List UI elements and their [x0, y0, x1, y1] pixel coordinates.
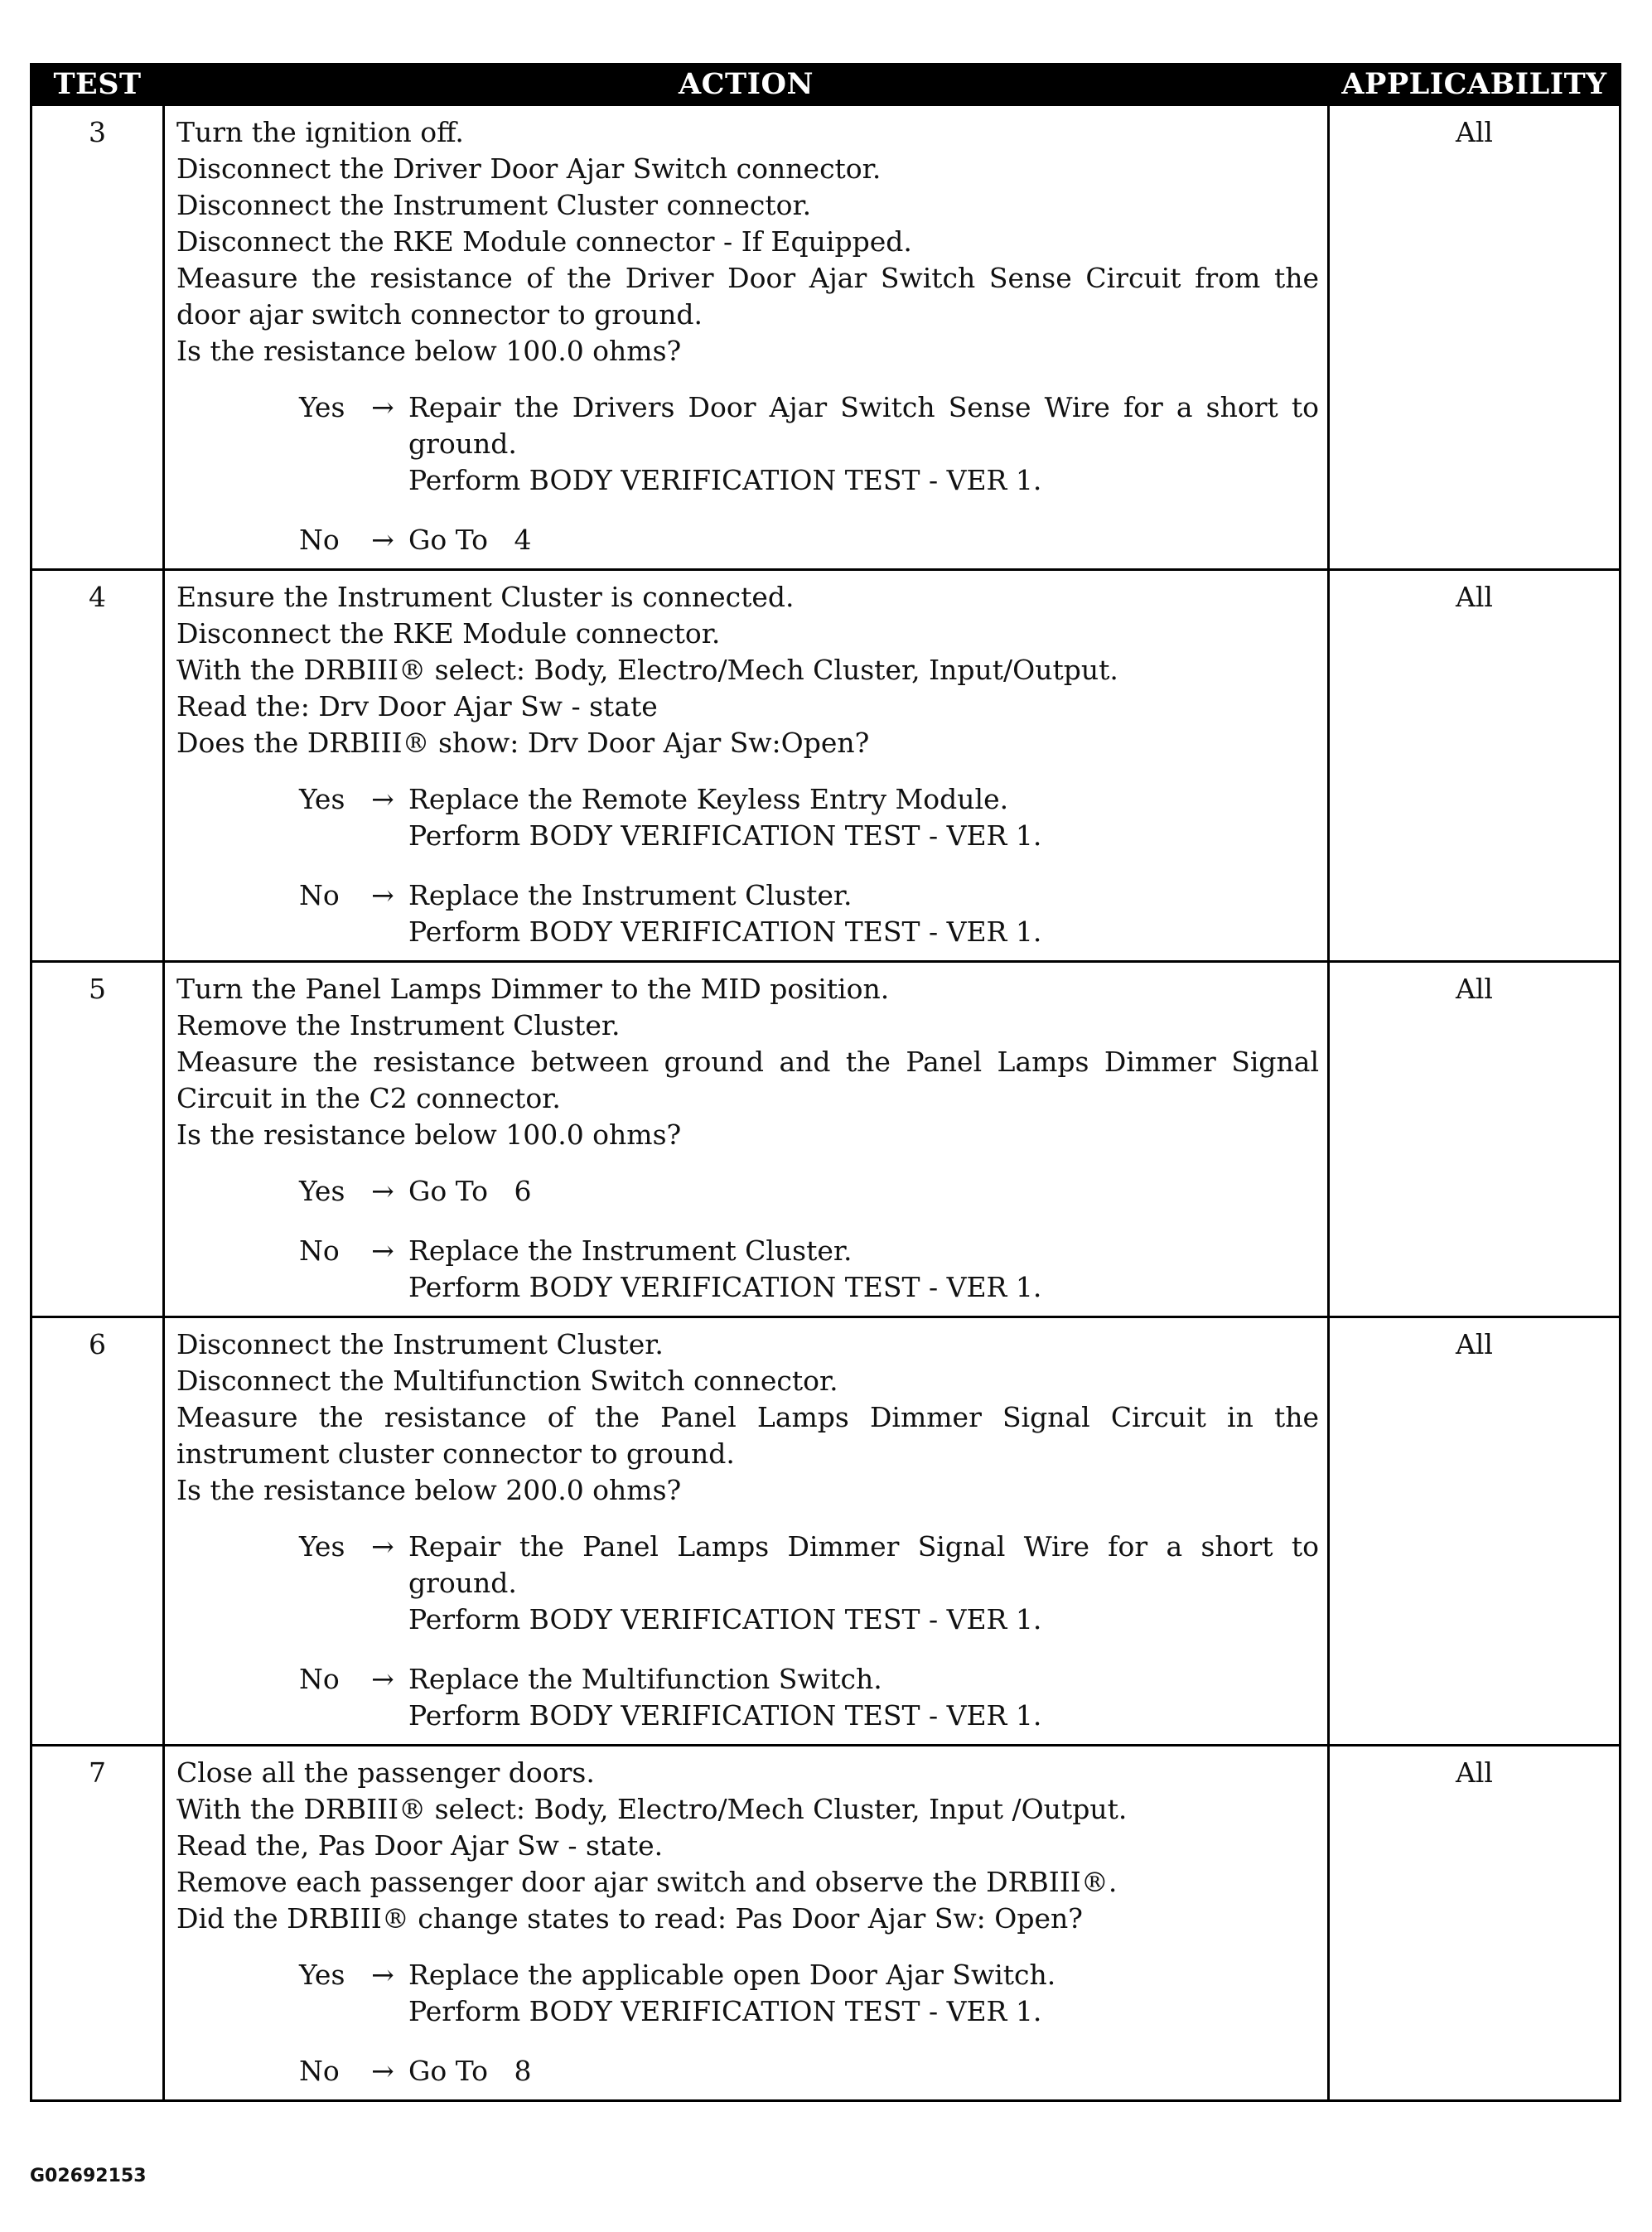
branch-yes	[299, 1957, 1319, 2030]
result-line: Replace the Instrument Cluster.	[408, 879, 853, 911]
action-step: Remove the Instrument Cluster.	[176, 1009, 621, 1041]
branch-result	[408, 1957, 1319, 2030]
result-line: Perform BODY VERIFICATION TEST - VER 1.	[408, 1271, 1042, 1303]
test-number: 6	[31, 1317, 164, 1746]
branch-yes	[299, 389, 1328, 499]
branch-no	[299, 522, 1319, 558]
arrow-right-icon: →	[371, 1959, 394, 1991]
header-test: TEST	[31, 65, 164, 105]
branch-result	[408, 2053, 1319, 2089]
branch-yes	[299, 1529, 1328, 1638]
action-step: Is the resistance below 200.0 ohms?	[176, 1474, 682, 1506]
branch-label: No	[299, 2055, 340, 2087]
branch-label: Yes	[299, 1959, 345, 1991]
branch-label: Yes	[299, 1530, 345, 1563]
table-row	[31, 105, 1621, 570]
result-line: Perform BODY VERIFICATION TEST - VER 1.	[408, 916, 1042, 948]
action-step: Disconnect the Instrument Cluster.	[176, 1328, 664, 1360]
branch-no	[299, 2053, 1319, 2089]
action-step: Is the resistance below 100.0 ohms?	[176, 1118, 682, 1151]
test-number: 4	[31, 570, 164, 962]
result-line: Repair the Panel Lamps Dimmer Signal Wire for a short to ground.	[408, 1530, 1328, 1599]
action-step: Disconnect the Driver Door Ajar Switch connector.	[176, 152, 882, 185]
branch-no	[299, 877, 1319, 950]
branch-yes	[299, 781, 1319, 854]
applicability-cell: All	[1329, 962, 1621, 1317]
test-number: 3	[31, 105, 164, 570]
result-line: Go To 4	[408, 524, 532, 556]
arrow-right-icon: →	[371, 524, 394, 556]
result-line: Perform BODY VERIFICATION TEST - VER 1.	[408, 1995, 1042, 2027]
test-number: 5	[31, 962, 164, 1317]
action-step: Measure the resistance of the Driver Door Ajar Switch Sense Circuit from the door ajar switch connector to ground.	[176, 262, 1319, 331]
branch-result	[408, 1233, 1319, 1306]
result-line: Replace the Multifunction Switch.	[408, 1663, 882, 1695]
result-line: Go To 6	[408, 1175, 532, 1207]
arrow-right-icon: →	[371, 1663, 394, 1695]
branch-label: No	[299, 1663, 340, 1695]
result-line: Perform BODY VERIFICATION TEST - VER 1.	[408, 1699, 1042, 1732]
branch-label: No	[299, 879, 340, 911]
result-line: Perform BODY VERIFICATION TEST - VER 1.	[408, 464, 1042, 496]
action-step: Close all the passenger doors.	[176, 1756, 595, 1789]
applicability-cell: All	[1329, 1746, 1621, 2101]
arrow-right-icon: →	[371, 1234, 394, 1267]
action-step: With the DRBIII® select: Body, Electro/Mech Cluster, Input /Output.	[176, 1793, 1128, 1825]
branch-label: Yes	[299, 1175, 345, 1207]
action-cell	[164, 962, 1329, 1317]
arrow-right-icon: →	[371, 1530, 394, 1563]
action-step: Measure the resistance between ground and the Panel Lamps Dimmer Signal Circuit in the C2 connector.	[176, 1046, 1319, 1114]
arrow-right-icon: →	[371, 783, 394, 815]
branch-label: Yes	[299, 391, 345, 423]
branch-result	[408, 1529, 1328, 1638]
figure-id: G02692153	[30, 2166, 147, 2186]
result-line: Perform BODY VERIFICATION TEST - VER 1.	[408, 1603, 1042, 1635]
action-step: Measure the resistance of the Panel Lamps Dimmer Signal Circuit in the instrument cluster connector to ground.	[176, 1401, 1319, 1470]
action-cell	[164, 105, 1329, 570]
branch-result	[408, 1661, 1319, 1734]
table-row	[31, 1746, 1621, 2101]
branch-label: No	[299, 524, 340, 556]
table-header-row	[31, 65, 1621, 105]
branch-result	[408, 877, 1319, 950]
branch-label: No	[299, 1234, 340, 1267]
action-cell	[164, 1746, 1329, 2101]
arrow-right-icon: →	[371, 879, 394, 911]
diagnostic-test-table	[30, 63, 1621, 2102]
action-step: Did the DRBIII® change states to read: Pas Door Ajar Sw: Open?	[176, 1902, 1083, 1935]
table-row	[31, 1317, 1621, 1746]
branch-yes	[299, 1173, 1319, 1210]
arrow-right-icon: →	[371, 1175, 394, 1207]
action-step: Disconnect the Instrument Cluster connector.	[176, 189, 812, 221]
result-line: Replace the applicable open Door Ajar Switch.	[408, 1959, 1056, 1991]
action-step: Is the resistance below 100.0 ohms?	[176, 335, 682, 367]
test-number: 7	[31, 1746, 164, 2101]
result-line: Go To 8	[408, 2055, 532, 2087]
applicability-cell: All	[1329, 105, 1621, 570]
action-step: Disconnect the Multifunction Switch connector.	[176, 1365, 838, 1397]
header-action: ACTION	[164, 65, 1329, 105]
applicability-cell: All	[1329, 570, 1621, 962]
action-step: With the DRBIII® select: Body, Electro/Mech Cluster, Input/Output.	[176, 654, 1118, 686]
branch-label: Yes	[299, 783, 345, 815]
table-row	[31, 962, 1621, 1317]
branch-result	[408, 389, 1328, 499]
branch-result	[408, 781, 1319, 854]
action-step: Read the, Pas Door Ajar Sw - state.	[176, 1829, 664, 1862]
action-step: Disconnect the RKE Module connector - If Equipped.	[176, 225, 912, 258]
action-step: Read the: Drv Door Ajar Sw - state	[176, 690, 658, 722]
result-line: Replace the Remote Keyless Entry Module.	[408, 783, 1009, 815]
result-line: Replace the Instrument Cluster.	[408, 1234, 853, 1267]
action-step: Disconnect the RKE Module connector.	[176, 617, 721, 650]
branch-no	[299, 1233, 1319, 1306]
arrow-right-icon: →	[371, 391, 394, 423]
branch-no	[299, 1661, 1319, 1734]
arrow-right-icon: →	[371, 2055, 394, 2087]
action-step: Ensure the Instrument Cluster is connected.	[176, 581, 795, 613]
applicability-cell: All	[1329, 1317, 1621, 1746]
action-step: Turn the ignition off.	[176, 116, 464, 148]
result-line: Repair the Drivers Door Ajar Switch Sense Wire for a short to ground.	[408, 391, 1328, 460]
table-row	[31, 570, 1621, 962]
action-step: Does the DRBIII® show: Drv Door Ajar Sw:Open?	[176, 727, 870, 759]
action-step: Remove each passenger door ajar switch and observe the DRBIII®.	[176, 1866, 1118, 1898]
header-applicability: APPLICABILITY	[1329, 65, 1621, 105]
result-line: Perform BODY VERIFICATION TEST - VER 1.	[408, 819, 1042, 852]
branch-result	[408, 522, 1319, 558]
action-step: Turn the Panel Lamps Dimmer to the MID position.	[176, 973, 890, 1005]
action-cell	[164, 1317, 1329, 1746]
branch-result	[408, 1173, 1319, 1210]
action-cell	[164, 570, 1329, 962]
